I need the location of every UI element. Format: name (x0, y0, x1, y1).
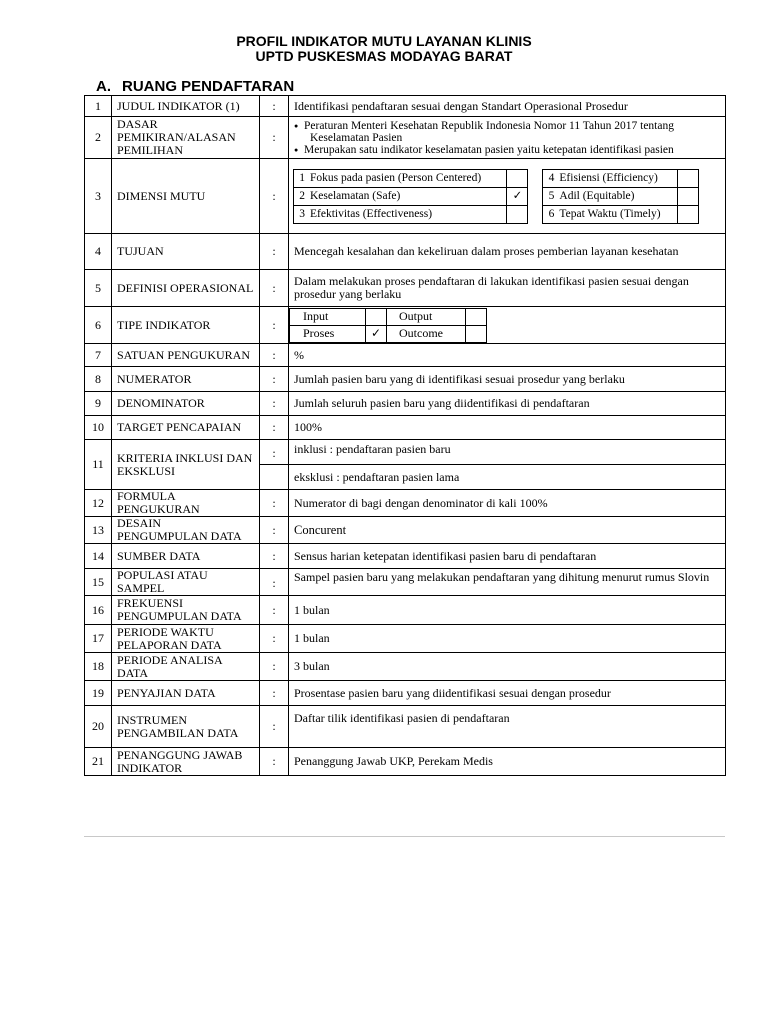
row-value: Sensus harian ketepatan identifikasi pasien baru di pendaftaran (289, 544, 726, 569)
row-number: 16 (85, 596, 112, 625)
row-colon: : (260, 490, 289, 517)
row-colon: : (260, 440, 289, 465)
row-number: 2 (85, 117, 112, 159)
table-row (85, 234, 726, 270)
row-label: FORMULA PENGUKURAN (112, 490, 260, 517)
dimension-checkbox[interactable] (507, 169, 528, 187)
list-item (294, 144, 720, 156)
row-label: JUDUL INDIKATOR (1) (112, 96, 260, 117)
row-number: 12 (85, 490, 112, 517)
row-label: DASAR PEMIKIRAN/ALASAN PEMILIHAN (112, 117, 260, 159)
row-colon: : (260, 681, 289, 706)
dimension-number: 4 (543, 169, 557, 187)
row-value: Penanggung Jawab UKP, Perekam Medis (289, 748, 726, 776)
row-number: 6 (85, 307, 112, 344)
row-number: 11 (85, 440, 112, 490)
row-value: 3 bulan (289, 653, 726, 681)
row-colon: : (260, 569, 289, 596)
table-row (85, 748, 726, 776)
row-value: 1 bulan (289, 625, 726, 653)
section-heading (96, 78, 294, 95)
row-colon: : (260, 159, 289, 234)
section-name: RUANG PENDAFTARAN (122, 78, 295, 95)
quality-dimension-grid (293, 169, 699, 224)
row-label: DESAIN PENGUMPULAN DATA (112, 517, 260, 544)
type-checkbox[interactable] (466, 308, 487, 325)
row-colon: : (260, 96, 289, 117)
dimension-gap (528, 187, 543, 205)
title-line-2: UPTD PUSKESMAS MODAYAG BARAT (255, 48, 513, 64)
row-value: eksklusi : pendaftaran pasien lama (289, 465, 726, 490)
dimension-number: 2 (294, 187, 308, 205)
type-row (290, 308, 487, 325)
row-number: 13 (85, 517, 112, 544)
table-row (85, 653, 726, 681)
row-colon: : (260, 517, 289, 544)
type-label: Outcome (387, 325, 466, 342)
dimension-label: Fokus pada pasien (Person Centered) (307, 169, 507, 187)
table-row (85, 596, 726, 625)
table-row (85, 117, 726, 159)
dimension-label: Keselamatan (Safe) (307, 187, 507, 205)
type-label: Input (290, 308, 366, 325)
dimension-number: 5 (543, 187, 557, 205)
row-value: 1 bulan (289, 596, 726, 625)
row-colon: : (260, 748, 289, 776)
row-value: Concurent (289, 517, 726, 544)
section-letter: A. (96, 78, 111, 95)
table-row (85, 307, 726, 344)
row-value: 100% (289, 416, 726, 440)
table-row (85, 392, 726, 416)
dimension-checkbox[interactable] (678, 169, 699, 187)
row-value: Dalam melakukan proses pendaftaran di lakukan identifikasi pasien sesuai dengan prosedur yang berlaku (289, 270, 726, 307)
dimension-number: 3 (294, 205, 308, 223)
type-row (290, 325, 487, 342)
dimension-gap (528, 169, 543, 187)
row-number: 1 (85, 96, 112, 117)
row-number: 19 (85, 681, 112, 706)
row-label: PERIODE WAKTU PELAPORAN DATA (112, 625, 260, 653)
dimension-number: 6 (543, 205, 557, 223)
dimension-row (294, 205, 699, 223)
row-number: 17 (85, 625, 112, 653)
table-row (85, 416, 726, 440)
type-checkbox[interactable] (466, 325, 487, 342)
dimension-label: Efisiensi (Efficiency) (556, 169, 677, 187)
dimension-label: Adil (Equitable) (556, 187, 677, 205)
table-row (85, 96, 726, 117)
row-colon: : (260, 416, 289, 440)
row-value (289, 159, 726, 234)
row-label: DEFINISI OPERASIONAL (112, 270, 260, 307)
dimension-row (294, 187, 699, 205)
row-number: 21 (85, 748, 112, 776)
table-row (85, 367, 726, 392)
row-number: 7 (85, 344, 112, 367)
row-value: Sampel pasien baru yang melakukan pendaftaran yang dihitung menurut rumus Slovin (289, 569, 726, 596)
row-number: 10 (85, 416, 112, 440)
row-colon: : (260, 117, 289, 159)
row-value: % (289, 344, 726, 367)
row-value: inklusi : pendaftaran pasien baru (289, 440, 726, 465)
bullet-list (294, 120, 720, 156)
bullet-text: Peraturan Menteri Kesehatan Republik Indonesia Nomor 11 Tahun 2017 tentang (304, 119, 674, 132)
row-number: 8 (85, 367, 112, 392)
row-number: 9 (85, 392, 112, 416)
type-checkbox[interactable] (366, 308, 387, 325)
table-row (85, 681, 726, 706)
table-row (85, 440, 726, 465)
table-row (85, 490, 726, 517)
row-colon: : (260, 706, 289, 748)
dimension-checkbox[interactable] (678, 205, 699, 223)
row-colon: : (260, 367, 289, 392)
row-label: TUJUAN (112, 234, 260, 270)
table-row (85, 344, 726, 367)
dimension-row (294, 169, 699, 187)
row-number: 4 (85, 234, 112, 270)
dimension-label: Tepat Waktu (Timely) (556, 205, 677, 223)
row-value: Prosentase pasien baru yang diidentifikasi sesuai dengan prosedur (289, 681, 726, 706)
row-colon: : (260, 392, 289, 416)
row-label: DIMENSI MUTU (112, 159, 260, 234)
row-label: NUMERATOR (112, 367, 260, 392)
dimension-checkbox[interactable] (678, 187, 699, 205)
dimension-number: 1 (294, 169, 308, 187)
type-label: Output (387, 308, 466, 325)
row-label: KRITERIA INKLUSI DAN EKSKLUSI (112, 440, 260, 490)
row-value (289, 117, 726, 159)
row-label: INSTRUMEN PENGAMBILAN DATA (112, 706, 260, 748)
row-colon: : (260, 625, 289, 653)
row-number: 14 (85, 544, 112, 569)
bullet-text: Merupakan satu indikator keselamatan pasien yaitu ketepatan identifikasi pasien (304, 143, 674, 156)
row-label: TARGET PENCAPAIAN (112, 416, 260, 440)
bullet-continuation: Keselamatan Pasien (310, 131, 403, 144)
table-row (85, 706, 726, 748)
dimension-checkbox[interactable] (507, 205, 528, 223)
table-row (85, 270, 726, 307)
table-row (85, 159, 726, 234)
row-number: 15 (85, 569, 112, 596)
row-label: PENYAJIAN DATA (112, 681, 260, 706)
row-colon-empty (260, 465, 289, 490)
row-label: FREKUENSI PENGUMPULAN DATA (112, 596, 260, 625)
row-value: Mencegah kesalahan dan kekeliruan dalam proses pemberian layanan kesehatan (289, 234, 726, 270)
row-colon: : (260, 544, 289, 569)
row-value: Identifikasi pendaftaran sesuai dengan Standart Operasional Prosedur (289, 96, 726, 117)
table-row (85, 544, 726, 569)
row-number: 18 (85, 653, 112, 681)
row-value: Daftar tilik identifikasi pasien di pendaftaran (289, 706, 726, 748)
table-row (85, 517, 726, 544)
indicator-type-grid (289, 308, 487, 343)
row-value: Numerator di bagi dengan denominator di kali 100% (289, 490, 726, 517)
row-label: POPULASI ATAU SAMPEL (112, 569, 260, 596)
row-value: Jumlah pasien baru yang di identifikasi sesuai prosedur yang berlaku (289, 367, 726, 392)
row-number: 5 (85, 270, 112, 307)
row-label: TIPE INDIKATOR (112, 307, 260, 344)
page-divider (84, 836, 725, 837)
dimension-label: Efektivitas (Effectiveness) (307, 205, 507, 223)
row-label: PERIODE ANALISA DATA (112, 653, 260, 681)
title-line-1: PROFIL INDIKATOR MUTU LAYANAN KLINIS (236, 33, 532, 49)
type-label: Proses (290, 325, 366, 342)
row-number: 3 (85, 159, 112, 234)
row-colon: : (260, 234, 289, 270)
row-colon: : (260, 653, 289, 681)
row-label: SUMBER DATA (112, 544, 260, 569)
row-colon: : (260, 307, 289, 344)
row-value (289, 307, 726, 344)
row-number: 20 (85, 706, 112, 748)
row-label: PENANGGUNG JAWAB INDIKATOR (112, 748, 260, 776)
row-colon: : (260, 344, 289, 367)
dimension-checkbox[interactable]: ✓ (507, 187, 528, 205)
row-value: Jumlah seluruh pasien baru yang diidentifikasi di pendaftaran (289, 392, 726, 416)
document-title (0, 34, 768, 64)
indicator-profile-table (84, 95, 726, 776)
dimension-gap (528, 205, 543, 223)
row-colon: : (260, 270, 289, 307)
row-label: DENOMINATOR (112, 392, 260, 416)
table-row (85, 625, 726, 653)
row-colon: : (260, 596, 289, 625)
row-label: SATUAN PENGUKURAN (112, 344, 260, 367)
type-checkbox[interactable]: ✓ (366, 325, 387, 342)
table-row (85, 569, 726, 596)
list-item (294, 120, 720, 144)
